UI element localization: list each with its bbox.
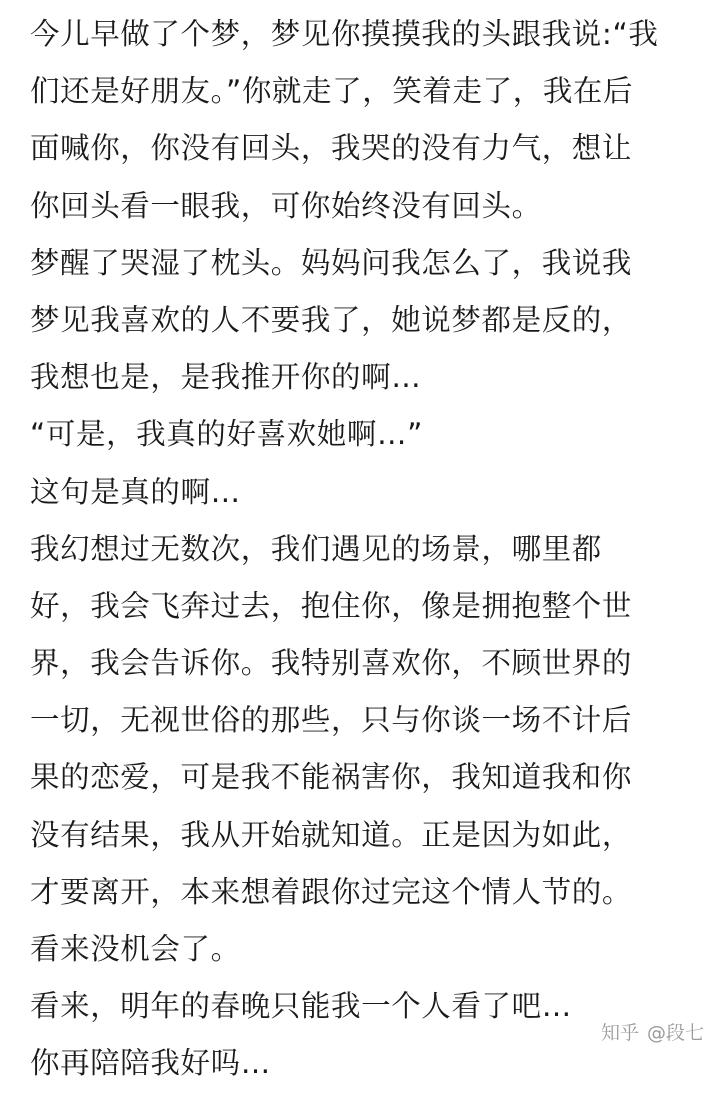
text-line: 看来没机会了。 bbox=[30, 932, 241, 966]
article-body bbox=[30, 6, 700, 1093]
text-line: 我幻想过无数次，我们遇见的场景，哪里都 bbox=[30, 531, 602, 566]
text-line: 果的恋爱，可是我不能祸害你，我知道我和你 bbox=[30, 760, 633, 795]
text-line: 才要离开，本来想着跟你过完这个情人节的。 bbox=[30, 874, 633, 909]
text-line: 没有结果，我从开始就知道。正是因为如此， bbox=[30, 817, 633, 852]
text-line: 我想也是，是我推开你的啊… bbox=[30, 360, 422, 395]
text-line: 面喊你，你没有回头，我哭的没有力气，想让 bbox=[30, 131, 633, 166]
text-line: “可是，我真的好喜欢她啊…” bbox=[30, 417, 423, 452]
text-line: 们还是好朋友。”你就走了，笑着走了，我在后 bbox=[30, 74, 634, 109]
text-line: 今儿早做了个梦，梦见你摸摸我的头跟我说:“我 bbox=[30, 17, 659, 51]
text-line: 看来，明年的春晚只能我一个人看了吧… bbox=[30, 989, 572, 1024]
text-line: 好，我会飞奔过去，抱住你，像是拥抱整个世 bbox=[30, 588, 633, 623]
text-line: 梦见我喜欢的人不要我了，她说梦都是反的， bbox=[30, 302, 633, 337]
watermark-author: @段七 bbox=[646, 1022, 704, 1044]
text-line: 界，我会告诉你。我特别喜欢你，不顾世界的 bbox=[30, 646, 633, 681]
text-line: 你回头看一眼我，可你始终没有回头。 bbox=[30, 188, 542, 223]
watermark-site: 知乎 bbox=[600, 1022, 639, 1044]
text-line: 这句是真的啊… bbox=[30, 474, 241, 509]
zhihu-watermark bbox=[601, 1018, 704, 1045]
text-line: 梦醒了哭湿了枕头。妈妈问我怎么了，我说我 bbox=[30, 245, 633, 280]
text-line: 一切，无视世俗的那些，只与你谈一场不计后 bbox=[30, 703, 633, 738]
text-line: 你再陪陪我好吗… bbox=[30, 1046, 271, 1081]
